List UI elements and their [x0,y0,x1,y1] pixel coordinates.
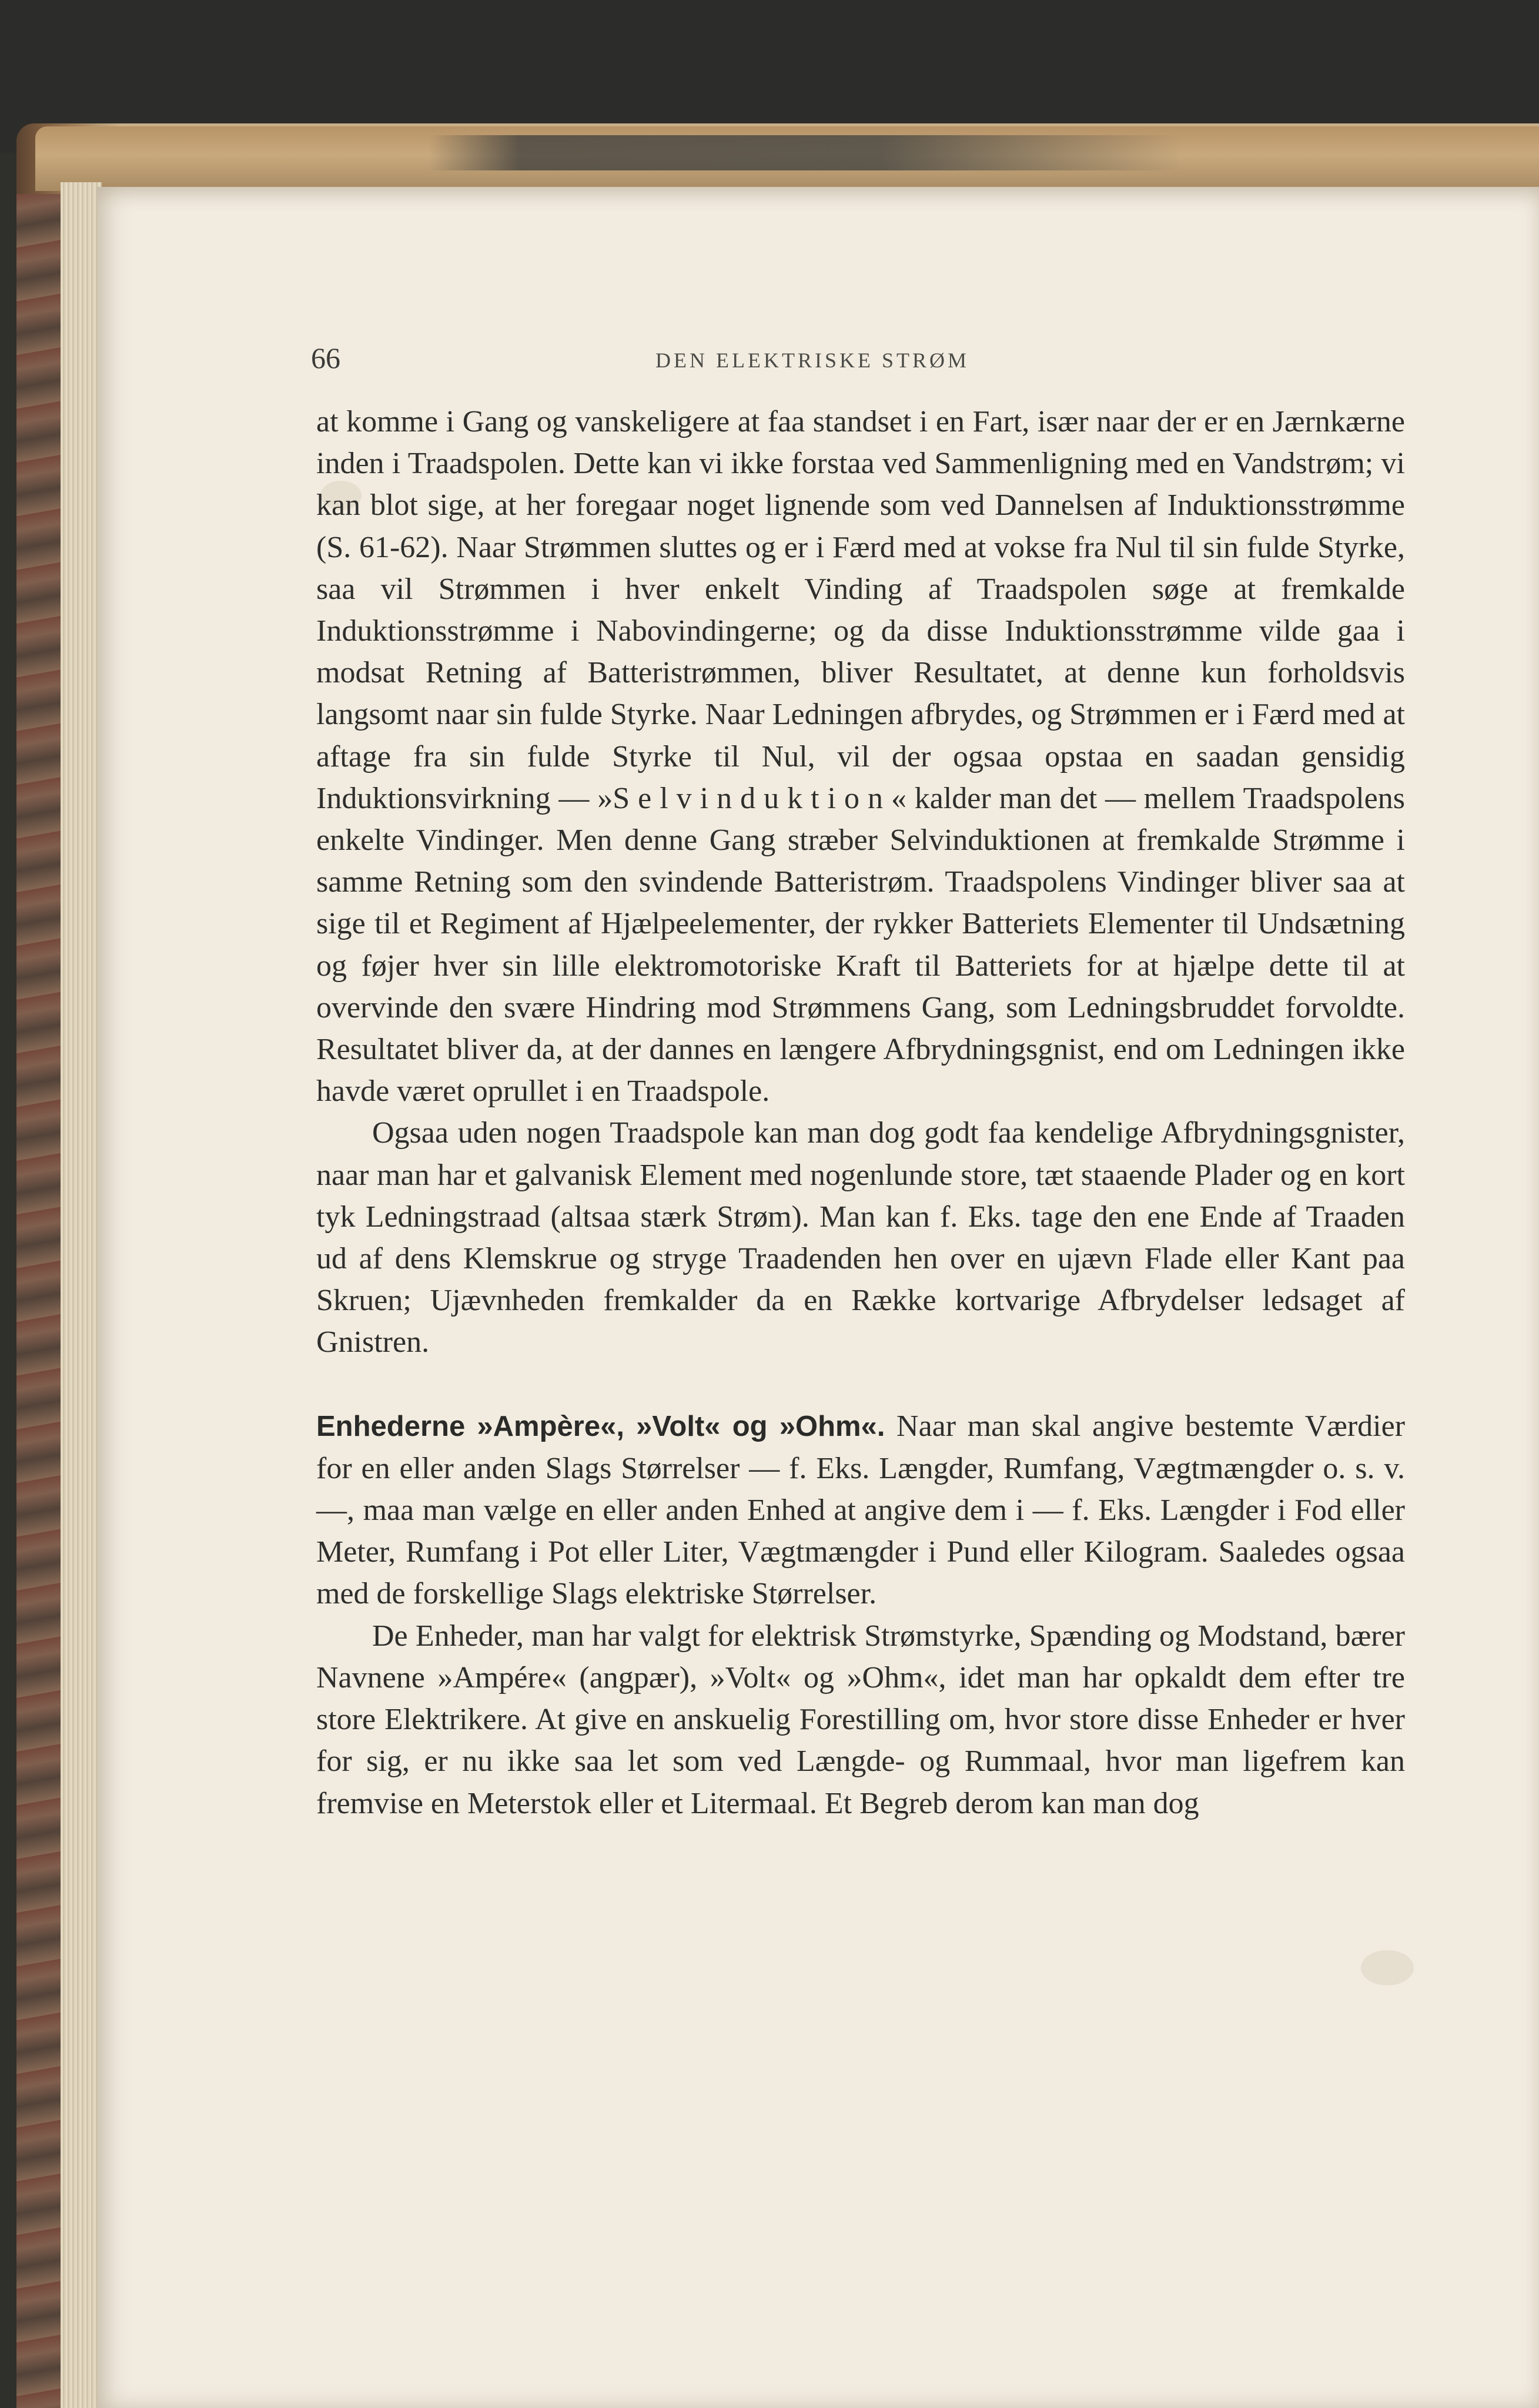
paragraph-selvinduktion [316,401,1405,1112]
paragraph-text: « kalder man det — mellem Traadspolens enkelte Vindinger. Men denne Gang stræber Selvinduktionen at fremkalde Strømme i samme Retning som den svindende Batteristrøm. Traadspolens Vindinger bliver saa at sige til et Regiment af Hjælpeelementer, der rykker Batteriets Elementer til Undsætning og føjer hver sin lille elektromotoriske Kraft til Batteriets for at hjælpe dette til at overvinde den svære Hindring mod Strømmens Gang, som Ledningsbruddet forvoldte. Resultatet bliver da, at der dannes en længere Afbrydningsgnist, end om Ledningen ikke havde været oprullet i en Traadspole. [316,781,1405,1108]
running-head: DEN ELEKTRISKE STRØM [655,349,969,372]
paragraph-afbrydningsgnister: Ogsaa uden nogen Traadspole kan man dog godt faa kendelige Afbrydningsgnister, naar man har et galvanisk Element med nogenlunde store, tæt staaende Plader og en kort tyk Ledningstraad (altsaa stærk Strøm). Man kan f. Eks. tage den ene Ende af Traaden ud af dens Klemskrue og stryge Traadenden hen over en ujævn Flade eller Kant paa Skruen; Ujævnheden fremkalder da en Række kortvarige Afbrydelser ledsaget af Gnistren. [316,1116,1405,1359]
section-heading: Enhederne »Ampère«, »Volt« og »Ohm«. [316,1410,885,1442]
section-paragraph-enheder [316,1405,1405,1615]
paragraph-text: at komme i Gang og vanskeligere at faa standset i en Fart, især naar der er en Jærnkærne inden i Traadspolen. Dette kan vi ikke forstaa ved Sammenligning med en Vandstrøm; vi kan blot sige, at her foregaar noget lignende som ved Dannelsen af Induktionsstrømme (S. 61-62). Naar Strømmen sluttes og er i Færd med at vokse fra Nul til sin fulde Styrke, saa vil Strømmen i hver enkelt Vinding af Traadspolen søge at fremkalde Induktionsstrømme i Nabovindingerne; og da disse Induktionsstrømme vilde gaa i modsat Retning af Batteristrømmen, bliver Resultatet, at denne kun forholdsvis langsomt naar sin fulde Styrke. Naar Ledningen afbrydes, og Strømmen er i Færd med at aftage fra sin fulde Styrke til Nul, vil der ogsaa opstaa en saadan gensidig Induktionsvirkning — » [316,405,1405,815]
page-number: 66 [311,341,340,374]
paragraph-text: Naar man skal angive bestemte Værdier for en eller anden Slags Størrelser — f. Eks. Længder, Rumfang, Vægtmængder o. s. v. —, maa man vælge en eller anden Enhed at angive dem i — f. Eks. Længder i Fod eller Meter, Rumfang i Pot eller Liter, Vægtmængder i Pund eller Kilogram. Saaledes ogsaa med de forskellige Slags elektriske Størrelser. [316,1409,1406,1611]
body-text [316,401,1405,1824]
cover-wear-mark [429,135,1182,170]
marbled-spine [16,194,61,2408]
paper-stain [1361,1950,1414,1985]
page-edges [61,182,102,2408]
paragraph-ampere-volt-ohm: De Enheder, man har valgt for elektrisk Strømstyrke, Spænding og Modstand, bærer Navnene »Ampére« (angpær), »Volt« og »Ohm«, idet man har opkaldt dem efter tre store Elektrikere. At give en anskuelig Forestilling om, hvor store disse Enheder er hver for sig, er nu ikke saa let som ved Længde- og Rummaal, hvor man ligefrem kan fremvise en Meterstok eller et Litermaal. Et Begreb derom kan man dog [316,1619,1405,1820]
spaced-term: Selvinduktion [613,781,891,815]
